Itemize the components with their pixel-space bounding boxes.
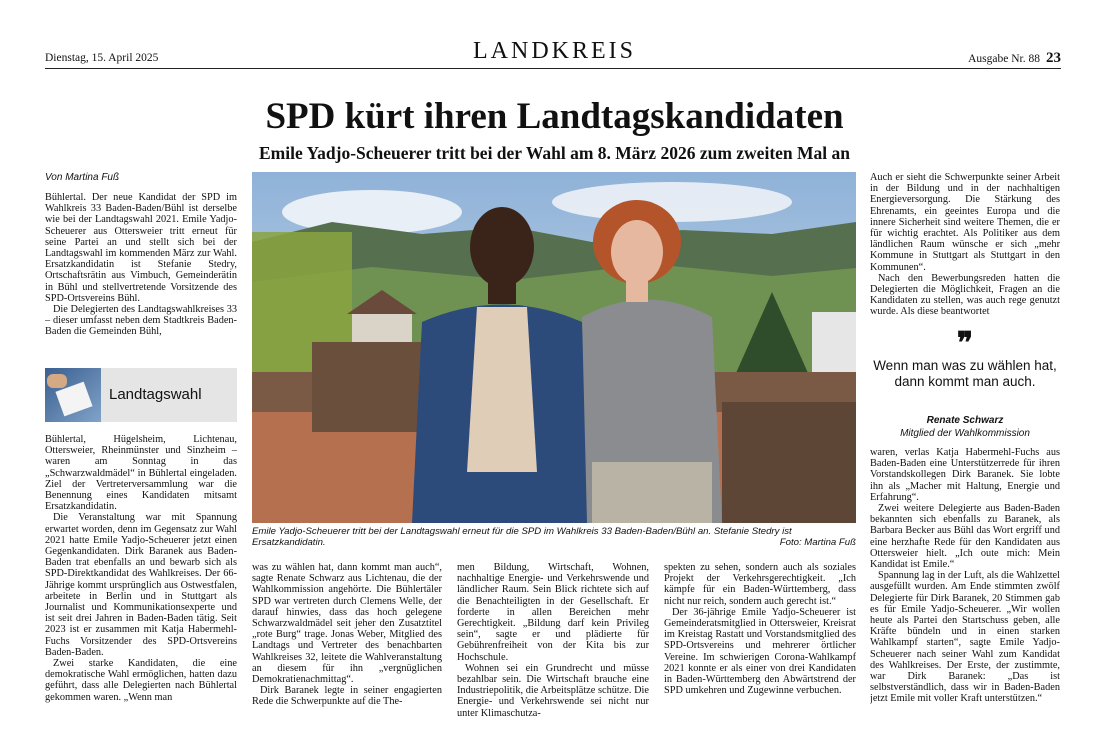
- header-rule: [45, 68, 1061, 69]
- paragraph: men Bildung, Wirtschaft, Wohnen, nachhaltige Energie- und Verkehrswende und ländlicher Raum. Sein Blick richtete sich auf die Benachteiligten in der Gesellschaft. Er forderte in allen Bereichen mehr Gerechtigkeit. „Bildung darf kein Privileg sein“, sagte er und plädierte für Gebührenfreiheit von der Kita bis zur Hochschule.: [457, 562, 649, 663]
- column-1-bottom: [45, 434, 237, 729]
- paragraph: Die Veranstaltung war mit Spannung erwartet worden, denn im Gegensatz zur Wahl 2021 hatte Emile Yadjo-Scheuerer jetzt einen Gegenkandidaten. Dirk Baranek aus Baden-Baden trat ebenfalls an und bewarb sich als SPD-Direktkandidat des Wahlkreises. Der 66-Jährige kommt ursprünglich aus Ostwestfalen, arbeitete in Berlin und in Stuttgart als Journalist und Kommunikationsexperte und ist seit drei Jahren in Baden-Baden tätig. Seit 2023 ist er zusammen mit Katja Habermehl-Fuchs Vorsitzender des SPD-Ortsvereins Baden-Baden.: [45, 512, 237, 658]
- quote-icon: ❞: [956, 327, 974, 360]
- issue-info: [968, 50, 1061, 67]
- paragraph: spekten zu sehen, sondern auch als soziales Projekt der Verkehrsgerechtigkeit. „Ich kämpfe für ein Baden-Württemberg, dass nicht nur reich, sondern auch gerecht ist.“: [664, 562, 856, 607]
- paragraph: Der 36-jährige Emile Yadjo-Scheuerer ist Gemeinderatsmitglied in Ottersweier, Kreisrat im Kreistag Rastatt und Vorstandsmitglied des SPD-Ortsvereins und mehrerer örtlicher Vereine. Im schwierigen Corona-Wahlkampf 2021 konnte er als einer von drei Kandidaten in Baden-Württemberg den Abwärtstrend der SPD umkehren und Zugewinne verbuchen.: [664, 606, 856, 697]
- paragraph: Bühlertal, Hügelsheim, Lichtenau, Ottersweier, Rheinmünster und Sinzheim – waren am Sonntag in das „Schwarzwaldmädel“ in Bühlertal eingeladen. Ziel der Vertreterversammlung war die Benennung eines Kandidaten mitsamt Ersatzkandidatin.: [45, 434, 237, 513]
- photo-illustration: [252, 172, 856, 523]
- column-5-top: [870, 172, 1060, 322]
- column-4: [664, 562, 856, 732]
- column-1-top: [45, 192, 237, 364]
- paragraph: Wohnen sei ein Grundrecht und müsse bezahlbar sein. Die Wirtschaft brauche eine Industriepolitik, die Arbeitsplätze schütze. Die Energie- und Verkehrswende sei nicht nur unter Klimaschutza-: [457, 662, 649, 719]
- paragraph: Nach den Bewerbungsreden hatten die Delegierten die Möglichkeit, Fragen an die Kandidaten zu stellen, was auch rege genutzt wurde. Als diese beantwortet: [870, 272, 1060, 318]
- paragraph: Zwei starke Kandidaten, die eine demokratische Wahl ermöglichen, hatten dazu geführt, dass alle Delegierten nach Bühlertal gekommen waren. „Wenn man: [45, 658, 237, 703]
- paragraph: Zwei weitere Delegierte aus Baden-Baden bekannten sich ebenfalls zu Baranek, als Barbara Becker aus Bühl das Wort ergriff und eine herzhafte Rede für den Kandidaten aus Ottersweier hielt. „Ich oute mich: Mein Kandidat ist Emile.“: [870, 503, 1060, 571]
- column-2: [252, 562, 442, 732]
- paragraph: waren, verlas Katja Habermehl-Fuchs aus Baden-Baden eine Unterstützerrede für ihren Vorstandskollegen Dirk Baranek. Sie lobte ihn als „Macher mit Haltung, Energie und Erfahrung“.: [870, 447, 1060, 503]
- ballot-image: [45, 368, 101, 422]
- info-box-landtagswahl: [45, 368, 237, 422]
- photo-caption: Emile Yadjo-Scheuerer tritt bei der Landtagswahl erneut für die SPD im Wahlkreis 33 Baden-Baden/Bühl an. Stefanie Stedry ist Ersatzkandidatin.: [252, 526, 792, 548]
- column-3: [457, 562, 649, 732]
- column-5-bottom: [870, 447, 1060, 732]
- section-title: LANDKREIS: [473, 38, 636, 64]
- paragraph: Auch er sieht die Schwerpunkte seiner Arbeit in der Bildung und in der nachhaltigen Energieversorgung. Die Stärkung des Ehrenamts, ein geeintes Europa und die innere Sicherheit sind weitere Themen, die er für wichtig erachtet. Als Politiker aus dem ländlichen Raum wünsche er sich „mehr Kommune in Stuttgart als Stuttgart in den Kommunen“.: [870, 172, 1060, 273]
- headline: SPD kürt ihren Landtagskandidaten: [265, 96, 844, 137]
- paragraph: Bühlertal. Der neue Kandidat der SPD im Wahlkreis 33 Baden-Baden/Bühl ist derselbe wie bei der Landtagswahl 2021. Emile Yadjo-Scheuerer aus Ottersweier tritt erneut für seine Partei an und stellt sich bei der Landtagswahl im kommenden März zur Wahl. Ersatzkandidatin ist Stefanie Stedry, Ortschaftsrätin aus Vimbuch, Gemeinderätin in Bühl und stellvertretende Vorsitzende des SPD-Ortsvereins Bühl.: [45, 192, 237, 304]
- paragraph: Spannung lag in der Luft, als die Wahlzettel ausgefüllt wurden. Am Ende stimmten zwölf Delegierte für Dirk Baranek, 20 Stimmen gab es für Emile Yadjo-Scheuerer. „Wir wollen heute als Partei den Startschuss geben, alle Kräfte bündeln und in einen starken Wahlkampf starten“, sagte Emile Yadjo-Scheuerer nach seiner Wahl zum Kandidat des Wahlkreises. Der Erste, der zustimmte, war Dirk Baranek: „Das ist selbstverständlich, dass wir in Baden-Baden jetzt Emile mit voller Kraft unterstützen.“: [870, 570, 1060, 705]
- subheadline: Emile Yadjo-Scheuerer tritt bei der Wahl am 8. März 2026 zum zweiten Mal an: [258, 143, 851, 163]
- photo-caption-block: [252, 526, 856, 548]
- hand-shape: [47, 374, 67, 388]
- issue-number: Ausgabe Nr. 88: [968, 53, 1040, 65]
- byline: Von Martina Fuß: [45, 172, 120, 183]
- pull-quote: Wenn man was zu wählen hat, dann kommt man auch.: [873, 358, 1057, 389]
- issue-date: Dienstag, 15. April 2025: [45, 52, 159, 64]
- article-photo: [252, 172, 856, 523]
- photo-credit: Foto: Martina Fuß: [779, 537, 856, 548]
- paragraph: Die Delegierten des Landtagswahlkreises 33 – dieser umfasst neben dem Stadtkreis Baden-Baden die Gemeinden Bühl,: [45, 304, 237, 338]
- quote-author-role: Mitglied der Wahlkommission: [900, 428, 1030, 439]
- page-number: 23: [1046, 50, 1061, 66]
- paragraph: Dirk Baranek legte in seiner engagierten Rede die Schwerpunkte auf die The-: [252, 685, 442, 708]
- paragraph: was zu wählen hat, dann kommt man auch“, sagte Renate Schwarz aus Lichtenau, die der Wahlkommission angehörte. Die Bühlertäler SPD war vertreten durch Clemens Welle, der darauf hinwies, dass das hoch gelegene Schwarzwaldmädel seit jeher den Zusatztitel „rote Burg“ trage. Jonas Weber, Mitglied des Landtags und Vertreter des benachbarten Wahlkreises 32, leitete die Wahlveranstaltung an diesem für ihn „vergnüglichen Demokratienachmittag“.: [252, 562, 442, 686]
- info-box-label: Landtagswahl: [109, 386, 202, 403]
- quote-author: Renate Schwarz: [926, 415, 1004, 426]
